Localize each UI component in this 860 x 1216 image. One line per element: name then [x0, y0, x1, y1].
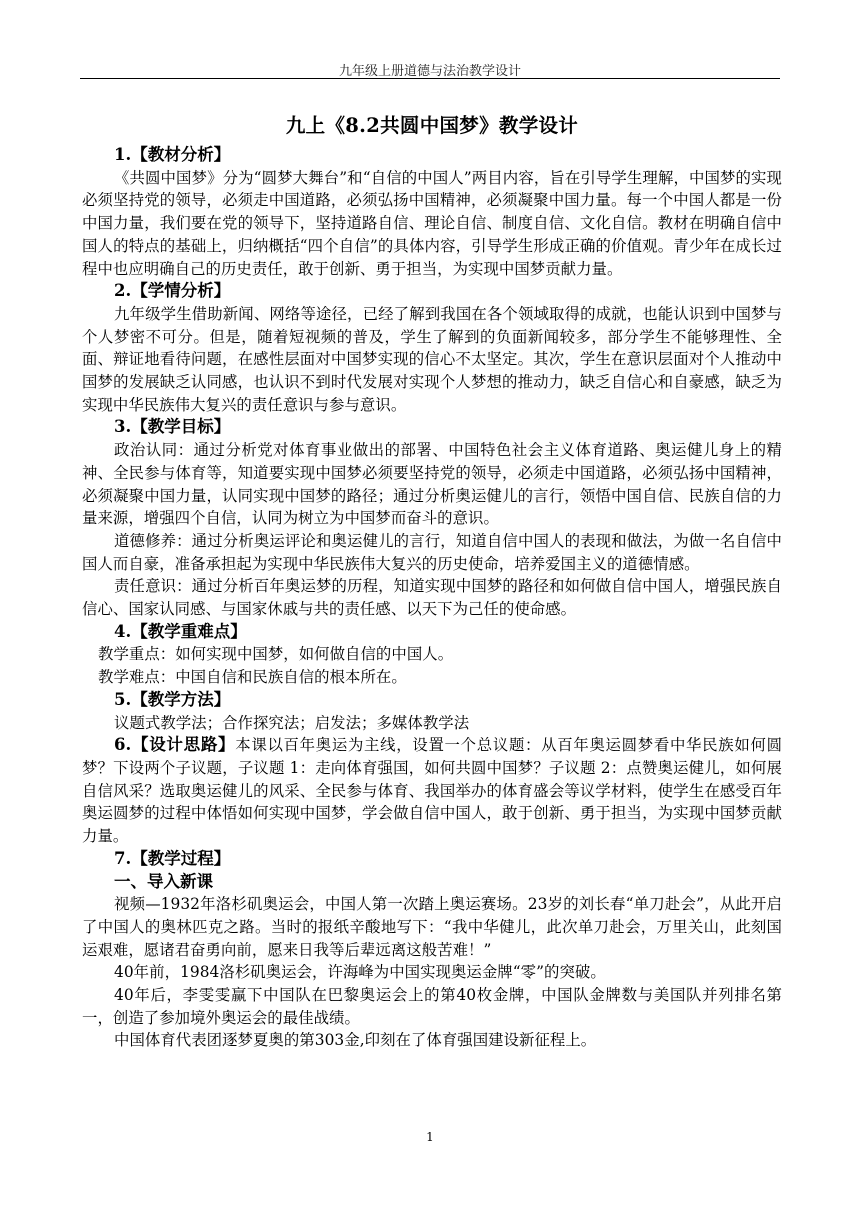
paragraph: 中国体育代表团逐梦夏奥的第303金,印刻在了体育强国建设新征程上。 [114, 1031, 597, 1050]
design-idea-text: 本课以百年奥运为主线，设置一个总议题：从百年奥运圆梦看中华民族如何圆梦？下设两个子议题，子议题 1：走向体育强国，如何共圆中国梦？子议题 2：点赞奥运健儿，如何展自信风采？选取奥运健儿的风采、全民参与体育、我国举办的体育盛会等议学材料，使学生在感受百年奥运圆梦的过程中体悟如何实现中国梦，学会做自信中国人，敢于创新、勇于担当，为实现中国梦贡献力量。 [82, 736, 783, 846]
paragraph: 九年级学生借助新闻、网络等途径，已经了解到我国在各个领域取得的成就，也能认识到中国梦与个人梦密不可分。但是，随着短视频的普及，学生了解到的负面新闻较多，部分学生不能够理性、全面、辩证地看待问题，在感性层面对中国梦实现的信心不太坚定。其次，学生在意识层面对个人推动中国梦的发展缺乏认同感，也认识不到时代发展对实现个人梦想的推动力，缺乏自信心和自豪感，缺乏为实现中华民族伟大复兴的责任意识与参与意识。 [82, 304, 782, 414]
paragraph: 视频—1932年洛杉矶奥运会，中国人第一次踏上奥运赛场。23岁的刘长春“单刀赴会”，从此开启了中国人的奥林匹克之路。当时的报纸辛酸地写下：“我中华健儿，此次单刀赴会，万里关山，此刻国运艰难，愿诸君奋勇向前，愿来日我等后辈远离这般苦难！” [82, 895, 782, 959]
section-heading-teaching-goals: 3.【教学目标】 [114, 417, 231, 437]
paragraph: 议题式教学法；合作探究法；启发法；多媒体教学法 [114, 713, 470, 732]
section-heading-teaching-process: 7.【教学过程】 [114, 848, 231, 868]
paragraph-design-idea [82, 734, 782, 848]
page-header: 九年级上册道德与法治教学设计 [338, 64, 521, 79]
paragraph: 道德修养：通过分析奥运评论和奥运健儿的言行，知道自信中国人的表现和做法，为做一名自信中国人而自豪，准备承担起为实现中华民族伟大复兴的历史使命，培养爱国主义的道德情感。 [82, 531, 782, 573]
paragraph: 政治认同：通过分析党对体育事业做出的部署、中国特色社会主义体育道路、奥运健儿身上的精神、全民参与体育等，知道要实现中国梦必须要坚持党的领导，必须走中国道路，必须弘扬中国精神，必须凝聚中国力量，认同实现中国梦的路径；通过分析奥运健儿的言行，领悟中国自信、民族自信的力量来源，增强四个自信，认同为树立为中国梦而奋斗的意识。 [82, 441, 782, 528]
paragraph: 教学重点：如何实现中国梦，如何做自信的中国人。 [98, 645, 454, 664]
subheading-lesson-intro: 一、导入新课 [114, 871, 213, 891]
document-title: 九上《8.2共圆中国梦》教学设计 [285, 114, 579, 137]
paragraph: 40年前，1984洛杉矶奥运会，许海峰为中国实现奥运金牌“零”的突破。 [114, 963, 606, 982]
paragraph: 40年后，李雯雯赢下中国队在巴黎奥运会上的第40枚金牌，中国队金牌数与美国队并列排名第一，创造了参加境外奥运会的最佳战绩。 [82, 986, 782, 1027]
header-divider [80, 78, 780, 79]
section-heading-key-difficult-points: 4.【教学重难点】 [114, 621, 247, 641]
section-heading-student-analysis: 2.【学情分析】 [114, 281, 231, 301]
paragraph: 教学难点：中国自信和民族自信的根本所在。 [98, 668, 407, 687]
page-number: 1 [426, 1130, 434, 1144]
section-heading-textbook-analysis: 1.【教材分析】 [114, 145, 231, 164]
paragraph: 责任意识：通过分析百年奥运梦的历程，知道实现中国梦的路径和如何做自信中国人，增强民族自信心、国家认同感、与国家休戚与共的责任感、以天下为己任的使命感。 [82, 577, 782, 619]
section-heading-teaching-methods: 5.【教学方法】 [114, 689, 231, 709]
section-heading-design-idea: 6.【设计思路】 [114, 735, 236, 755]
paragraph: 《共圆中国梦》分为“圆梦大舞台”和“自信的中国人”两目内容，旨在引导学生理解，中国梦的实现必须坚持党的领导，必须走中国道路，必须弘扬中国精神，必须凝聚中国力量。每一个中国人都是一份中国力量，我们要在党的领导下，坚持道路自信、理论自信、制度自信、文化自信。教材在明确自信中国人的特点的基础上，归纳概括“四个自信”的具体内容，引导学生形成正确的价值观。青少年在成长过程中也应明确自己的历史责任，敢于创新、勇于担当，为实现中国梦贡献力量。 [82, 168, 782, 278]
document-body [82, 112, 782, 1052]
